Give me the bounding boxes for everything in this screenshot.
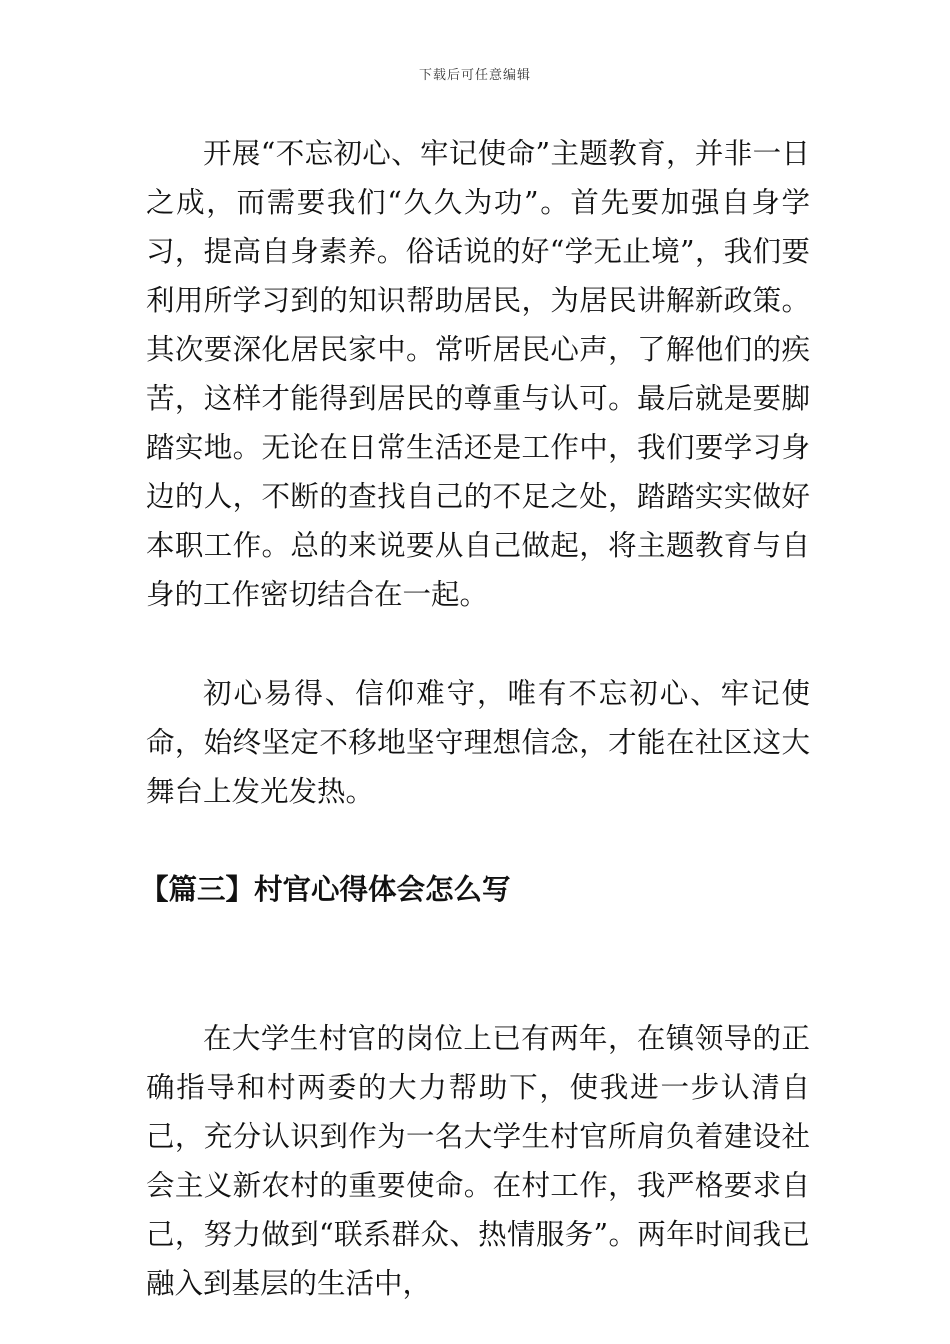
paragraph-village-official: 在大学生村官的岗位上已有两年，在镇领导的正确指导和村两委的大力帮助下，使我进一步认清自己，充分认识到作为一名大学生村官所肩负着建设社会主义新农村的重要使命。在村工作，我严格要求自己，努力做到“联系群众、热情服务”。两年时间我已融入到基层的生活中， bbox=[146, 1022, 810, 1300]
paragraph-theme-education: 开展“不忘初心、牢记使命”主题教育，并非一日之成，而需要我们“久久为功”。首先要加强自身学习，提高自身素养。俗话说的好“学无止境”，我们要利用所学习到的知识帮助居民，为居民讲解新政策。其次要深化居民家中。常听居民心声，了解他们的疾苦，这样才能得到居民的尊重与认可。最后就是要脚踏实地。无论在日常生活还是工作中，我们要学习身边的人，不断的查找自己的不足之处，踏踏实实做好本职工作。总的来说要从自己做起，将主题教育与自身的工作密切结合在一起。 bbox=[146, 137, 810, 611]
section-heading: 【篇三】村官心得体会怎么写 bbox=[140, 872, 511, 906]
paragraph-original-aspiration: 初心易得、信仰难守，唯有不忘初心、牢记使命，始终坚定不移地坚守理想信念，才能在社区这大舞台上发光发热。 bbox=[146, 677, 810, 808]
page-header-note: 下载后可任意编辑 bbox=[418, 68, 531, 83]
document-body bbox=[140, 129, 810, 1308]
